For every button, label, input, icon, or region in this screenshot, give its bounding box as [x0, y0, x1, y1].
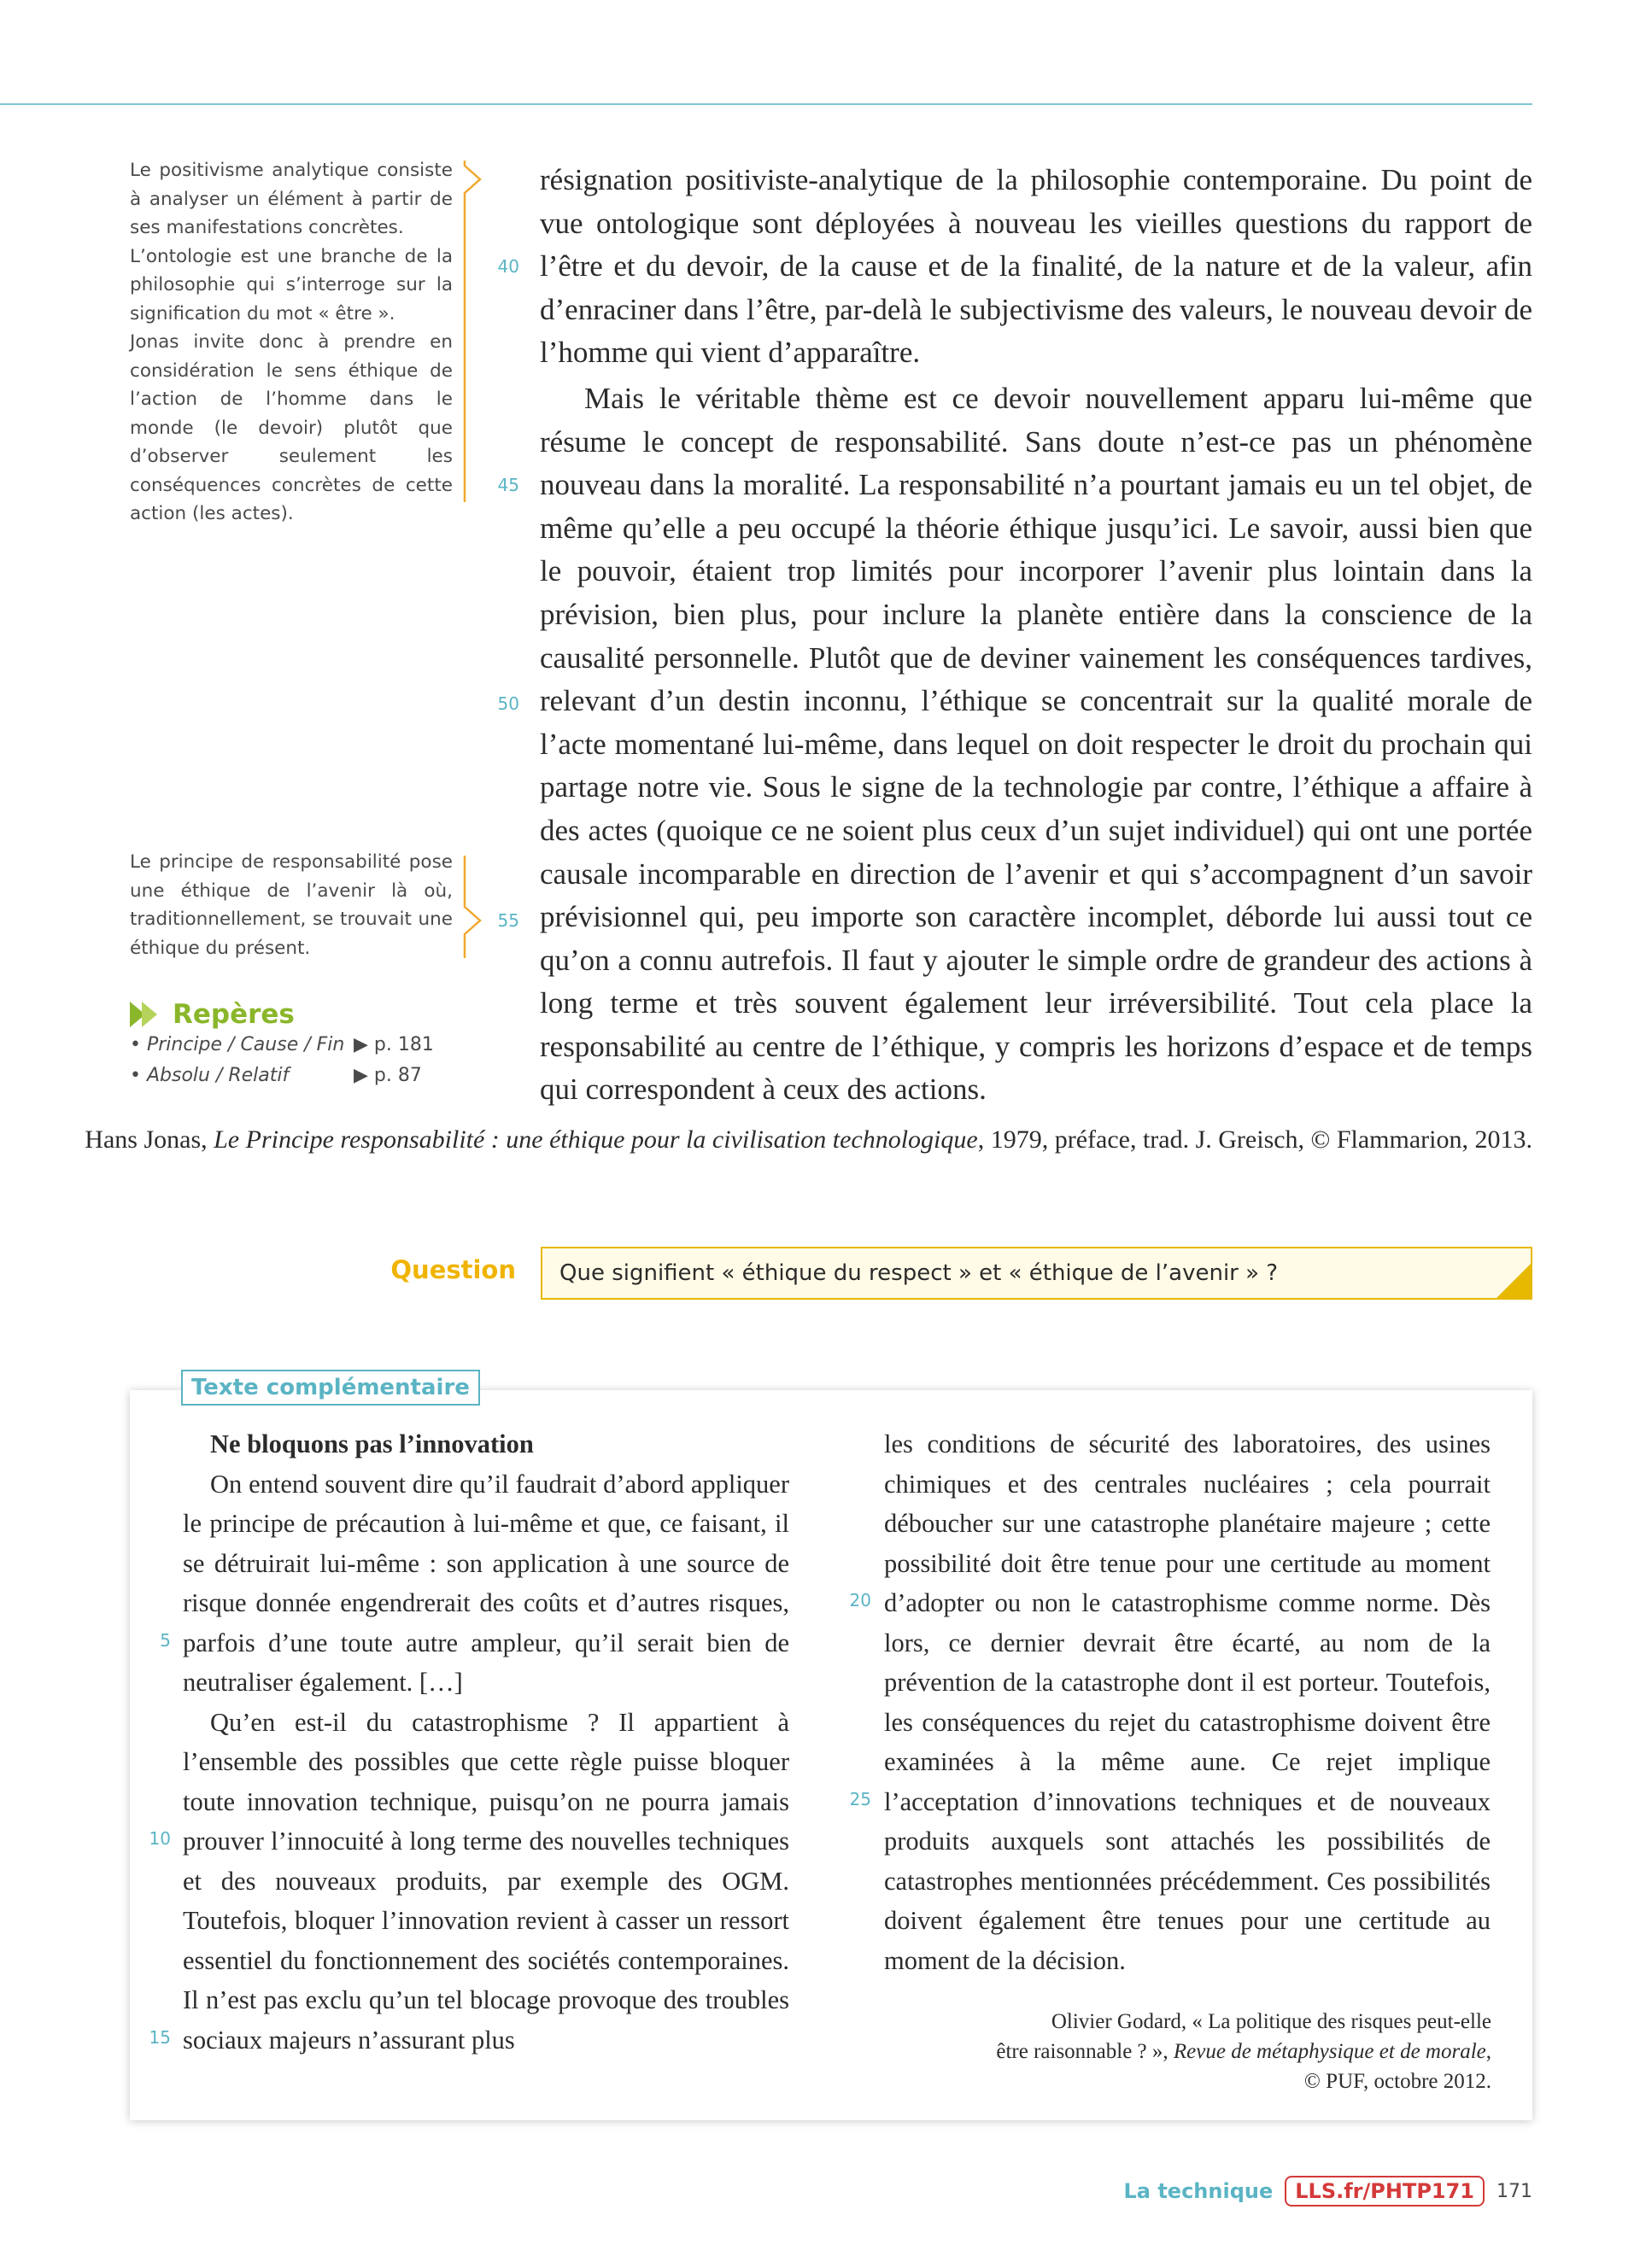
complementary-paragraph-1: On entend souvent dire qu’il faudrait d’abord appliquer le principe de précaution à lui-même et que, ce faisant, il se détruirait lui-même : son application à une source de risque donnée engendrerait des coûts et d’autres risques, parfois d’une toute autre ampleur, qu’il serait bien de neutraliser également. […] — [183, 1469, 789, 1697]
brace-icon — [461, 854, 485, 960]
note-ontologie: L’ontologie est une branche de la philosophie qui s’interroge sur la signification du mot « être ». — [130, 245, 453, 324]
source-citation — [85, 1123, 1532, 1157]
complementary-citation — [996, 2007, 1491, 2096]
main-text — [540, 159, 1532, 1112]
top-rule — [0, 103, 1532, 105]
reperes-term: • Principe / Cause / Fin — [130, 1034, 345, 1055]
comp-cite-journal: Revue de métaphysique et de morale — [1173, 2040, 1486, 2063]
line-number: 5 — [160, 1630, 171, 1651]
line-number: 20 — [849, 1590, 871, 1610]
comp-cite-line2c: , — [1485, 2040, 1491, 2063]
line-number: 40 — [497, 256, 519, 277]
reperes-page-link[interactable]: ▶ p. 87 — [354, 1065, 422, 1086]
complementary-paragraph-3: les conditions de sécurité des laboratoires, des usines chimiques et des centrales nucléaires ; cela pourrait déboucher sur une catastrophe planétaire majeure ; cette possibilité doit être tenue pour une certitude au moment d’adopter ou non le catastrophisme comme norme. Dès lors, ce dernier devrait être écarté, au nom de la prévention de la catastrophe dont il est porteur. Toutefois, les conséquences du rejet du catastrophisme doivent être examinées à la même aune. Ce rejet implique l’acceptation d’innovations techniques et de nouveaux produits auxquels sont attachés les possibilités de catastrophes mentionnées précédemment. Ces possibilités doivent également être tenues pour une certitude au moment de la décision. — [884, 1429, 1491, 1975]
citation-author: Hans Jonas, — [85, 1125, 214, 1154]
footer-section: La technique — [1123, 2179, 1274, 2203]
reperes-title: Repères — [173, 999, 295, 1030]
citation-title: Le Principe responsabilité : une éthique pour la civilisation technologique — [214, 1125, 978, 1154]
question-box — [541, 1247, 1532, 1300]
page-footer — [1110, 2176, 1532, 2207]
complementary-heading: Ne bloquons pas l’innovation — [210, 1429, 534, 1458]
question-text: Que signifient « éthique du respect » et « éthique de l’avenir » ? — [559, 1260, 1279, 1286]
note-jonas: Jonas invite donc à prendre en considération le sens éthique de l’action de l’homme dans le monde (le devoir) plutôt que d’observer seulement les conséquences concrètes de cette action (les actes). — [130, 331, 453, 524]
brace-icon — [461, 159, 485, 504]
reperes-item[interactable] — [130, 1030, 454, 1061]
line-number: 50 — [497, 693, 519, 714]
reperes-item[interactable] — [130, 1061, 454, 1091]
main-paragraph-1: résignation positiviste-analytique de la philosophie contemporaine. Du point de vue ontologique sont déployées à nouveau les vieilles questions du rapport de l’être et du devoir, de la cause et de la finalité, de la nature et de la valeur, afin d’enraciner dans l’être, par-delà le subjectivisme des valeurs, le nouveau devoir de l’homme qui vient d’apparaître. — [540, 163, 1532, 370]
margin-note-definitions — [130, 156, 453, 529]
reperes-box — [130, 999, 454, 1091]
complementary-column-right — [884, 1424, 1491, 1980]
line-number: 10 — [149, 1828, 171, 1849]
reperes-term: • Absolu / Relatif — [130, 1065, 290, 1086]
line-number: 15 — [149, 2027, 171, 2048]
question-label: Question — [390, 1255, 516, 1284]
main-paragraph-2: Mais le véritable thème est ce devoir nouvellement apparu lui-même que résume le concept de responsabilité. Sans doute n’est-ce pas un phénomène nouveau dans la moralité. La responsabilité n’a pourtant jamais eu un tel objet, de même qu’elle a peu occupé la théorie éthique jusqu’ici. Le savoir, aussi bien que le pouvoir, étaient trop limités pour incorporer l’avenir plus lointain dans la prévision, bien plus, pour inclure la planète entière dans la conscience de la causalité personnelle. Plutôt que de deviner vainement les conséquences tardives, relevant d’un destin inconnu, l’éthique se concentrait sur la qualité morale de l’acte momentané lui-même, dans lequel on doit respecter le droit du prochain qui partage notre vie. Sous le signe de la technologie par contre, l’éthique a affaire à des actes (quoique ce ne soient plus ceux d’un sujet individuel) qui ont une portée causale incomparable en direction de l’avenir et qui s’accompagnent d’un savoir prévisionnel qui, peu importe son caractère incomplet, déborde lui aussi tout ce qu’on a connu autrefois. Il faut y ajouter le simple ordre de grandeur des actions à long terme et très souvent également leur irréversibilité. Tout cela place la responsabilité au centre de l’éthique, y compris les horizons d’espace et de temps qui correspondent à ceux des actions. — [540, 381, 1532, 1107]
comp-cite-line2a: être raisonnable ? », — [996, 2040, 1174, 2063]
note-principe: Le principe de responsabilité pose une éthique de l’avenir là où, traditionnellement, se trouvait une éthique du présent. — [130, 851, 453, 959]
complementary-paragraph-2: Qu’en est-il du catastrophisme ? Il appartient à l’ensemble des possibles que cette règle puisse bloquer toute innovation technique, puisqu’on ne pourra jamais prouver l’innocuité à long terme des nouvelles techniques et des nouveaux produits, par exemple des OGM. Toutefois, bloquer l’innovation revient à casser un ressort essentiel du fonctionnement des sociétés contemporaines. Il n’est pas exclu qu’un tel blocage provoque des troubles sociaux majeurs n’assurant plus — [183, 1707, 789, 2055]
line-number: 55 — [497, 910, 519, 931]
reperes-page-link[interactable]: ▶ p. 181 — [354, 1034, 434, 1055]
margin-note-principe — [130, 848, 453, 962]
footer-link[interactable]: LLS.fr/PHTP171 — [1285, 2176, 1485, 2207]
complementary-column-left — [183, 1424, 789, 2060]
comp-cite-line3: © PUF, octobre 2012. — [1303, 2070, 1491, 2093]
comp-cite-line1: Olivier Godard, « La politique des risques peut-elle — [1051, 2010, 1491, 2033]
complementary-label: Texte complémentaire — [181, 1370, 480, 1406]
note-positivisme: Le positivisme analytique consiste à analyser un élément à partir de ses manifestations concrètes. — [130, 160, 453, 238]
citation-rest: , 1979, préface, trad. J. Greisch, © Flammarion, 2013. — [977, 1125, 1532, 1154]
page-number: 171 — [1496, 2180, 1532, 2202]
double-arrow-icon — [130, 1002, 164, 1027]
corner-fold-icon — [1496, 1264, 1531, 1298]
line-number: 45 — [497, 475, 519, 495]
line-number: 25 — [849, 1789, 871, 1809]
